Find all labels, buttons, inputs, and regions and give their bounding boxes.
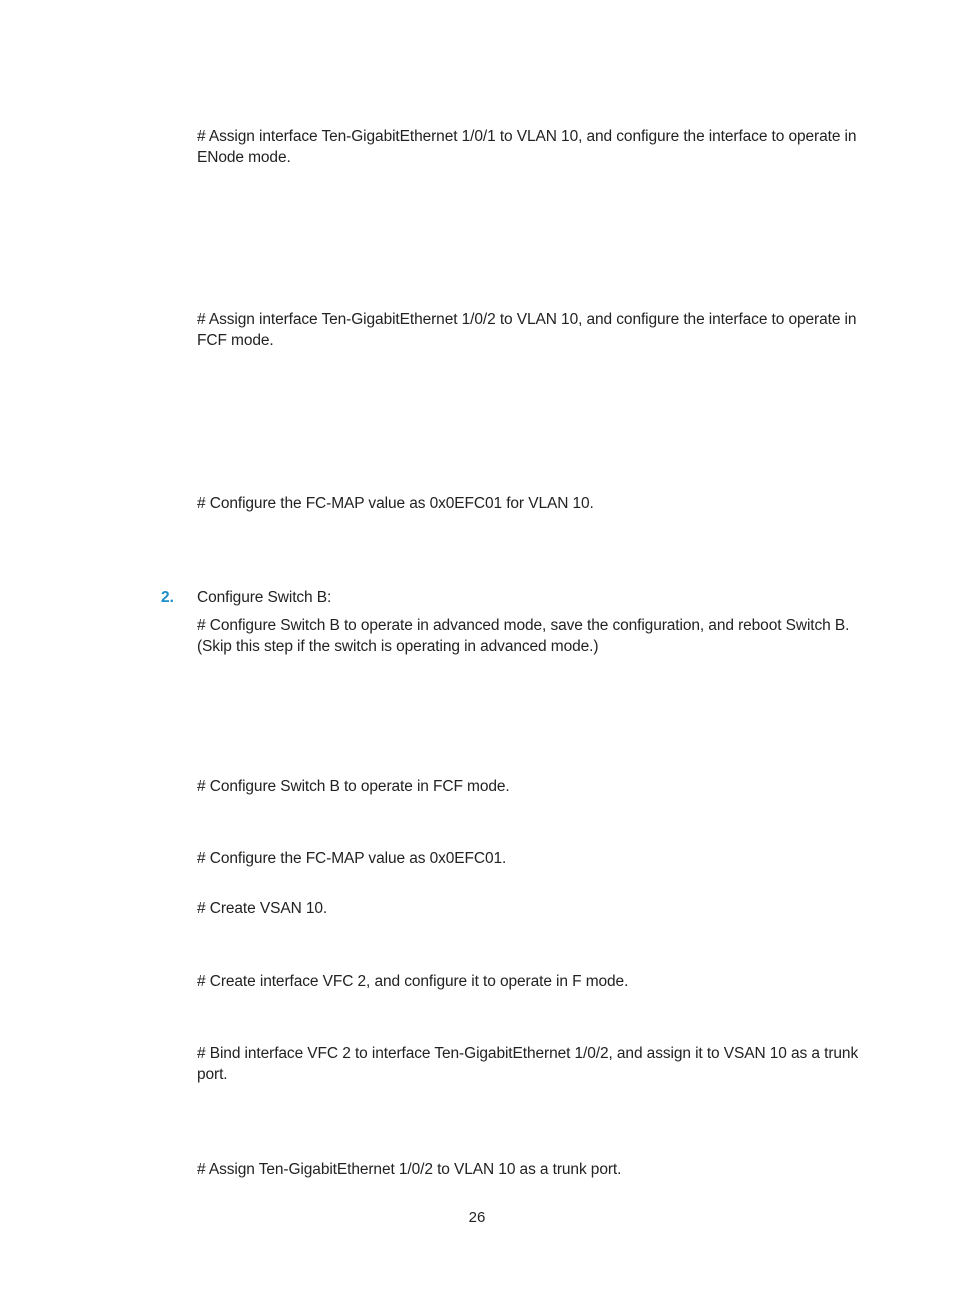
instruction-assign-trunk: # Assign Ten-GigabitEthernet 1/0/2 to VLAN 10 as a trunk port. (197, 1161, 622, 1178)
step-number: 2. (161, 589, 174, 606)
instruction-fcmap-value: # Configure the FC-MAP value as 0x0EFC01. (197, 850, 507, 867)
instruction-fcf-mode: # Configure Switch B to operate in FCF mode. (197, 778, 510, 795)
instruction-assign-te2-fcf: # Assign interface Ten-GigabitEthernet 1/0/2 to VLAN 10, and configure the interface to operate in FCF mode. (197, 311, 857, 349)
step-title-configure-switch-b: Configure Switch B: (197, 589, 332, 606)
instruction-fcmap-vlan10: # Configure the FC-MAP value as 0x0EFC01 for VLAN 10. (197, 495, 594, 512)
instruction-bind-vfc: # Bind interface VFC 2 to interface Ten-GigabitEthernet 1/0/2, and assign it to VSAN 10 as a trunk port. (197, 1045, 859, 1083)
page-number: 26 (468, 1209, 486, 1226)
instruction-create-vfc: # Create interface VFC 2, and configure it to operate in F mode. (197, 973, 629, 990)
instruction-create-vsan: # Create VSAN 10. (197, 900, 328, 917)
instruction-assign-te1-enode: # Assign interface Ten-GigabitEthernet 1/0/1 to VLAN 10, and configure the interface to operate in ENode mode. (197, 128, 857, 166)
instruction-advanced-mode: # Configure Switch B to operate in advanced mode, save the configuration, and reboot Switch B. (Skip this step if the switch is operating in advanced mode.) (197, 617, 850, 655)
